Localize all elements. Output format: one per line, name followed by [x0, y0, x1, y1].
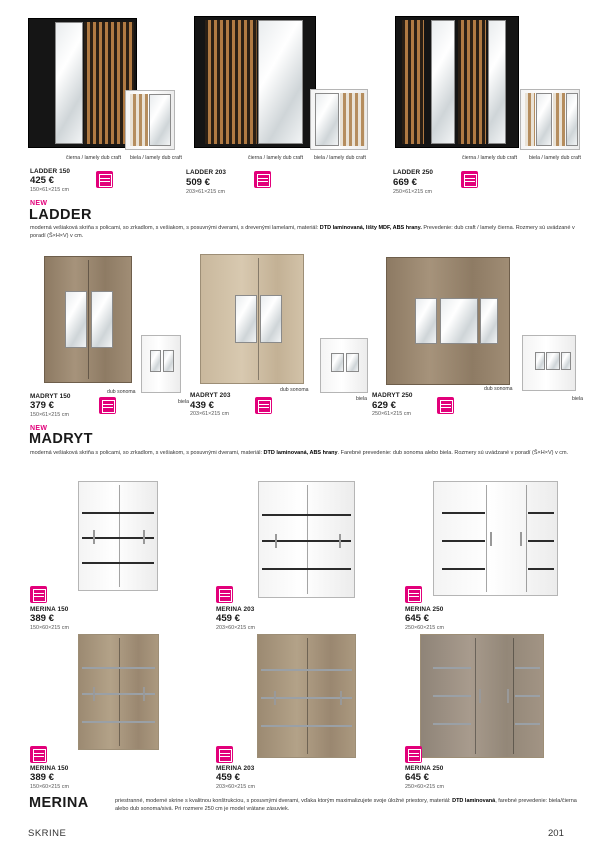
madryt-150-dimension-icon: [99, 397, 116, 414]
madryt-150-color-oak: dub sonoma: [107, 389, 136, 395]
merina-250-oak-dims: 250×60×215 cm: [405, 784, 444, 790]
ladder-203-black-image: [194, 16, 316, 148]
merina-150-oak-dims: 150×60×215 cm: [30, 784, 69, 790]
ladder-150-dims: 150×61×215 cm: [30, 187, 69, 193]
ladder-250-white-image: [520, 89, 580, 150]
merina-250-white-dims: 250×60×215 cm: [405, 625, 444, 631]
madryt-150-color-white: biela: [178, 399, 189, 405]
merina-150-oak-price: 389 €: [30, 772, 55, 783]
ladder-250-black-image: [395, 16, 519, 148]
merina-150-white-model: MERINA 150: [30, 606, 69, 613]
merina-250-oak-model: MERINA 250: [405, 765, 444, 772]
ladder-heading: LADDER: [29, 207, 92, 223]
madryt-250-price: 629 €: [372, 400, 397, 411]
merina-150-white-dims: 150×60×215 cm: [30, 625, 69, 631]
ladder-150-model: LADDER 150: [30, 168, 71, 175]
madryt-new-tag: NEW: [30, 425, 48, 432]
footer-section-title: SKRINE: [28, 828, 67, 839]
ladder-150-black-image: [28, 18, 137, 148]
merina-203-oak-price: 459 €: [216, 772, 241, 783]
ladder-250-color-white: biela / lamely dub craft: [529, 155, 581, 161]
merina-150-white-dimension-icon: [30, 586, 47, 603]
ladder-250-model: LADDER 250: [393, 169, 434, 176]
madryt-250-dims: 250×61×215 cm: [372, 411, 411, 417]
ladder-250-dims: 250×61×215 cm: [393, 189, 432, 195]
ladder-150-color-black: čierna / lamely dub craft: [66, 155, 122, 161]
madryt-250-white-image: [522, 335, 576, 391]
madryt-150-white-image: [141, 335, 181, 393]
merina-250-oak-price: 645 €: [405, 772, 430, 783]
merina-250-white-dimension-icon: [405, 586, 422, 603]
ladder-203-model: LADDER 203: [186, 169, 227, 176]
ladder-250-price: 669 €: [393, 177, 418, 188]
madryt-203-color-oak: dub sonoma: [280, 387, 309, 393]
ladder-203-price: 509 €: [186, 177, 211, 188]
madryt-description: moderná vešiaková skriňa s policami, so zrkadlom, s vešiakom, s posuvnými dverami, materiál: DTD laminovaná, ABS hrany. Farebné prevedenie: dub sonoma alebo biela. Rozmery sú uvádzané v poradí (Š×H×V) v cm.: [30, 450, 569, 456]
madryt-150-oak-image: [44, 256, 132, 383]
madryt-250-model: MADRYT 250: [372, 392, 413, 399]
merina-203-oak-image: [257, 634, 356, 758]
madryt-203-color-white: biela: [356, 396, 367, 402]
ladder-150-color-white: biela / lamely dub craft: [130, 155, 182, 161]
merina-heading: MERINA: [29, 795, 89, 811]
merina-description: priestranné, moderné skrine s kvalitnou konštrukciou, s posuvnými dverami, vďaka ktorým maximalizujete svoje úložné priestory, materiál: DTD laminovaná, farebné prevedenie: biela/čierna alebo dub sonoma/sivá. Pri rozmere 250 cm je model vrátane zásuviek.: [115, 798, 577, 812]
madryt-150-dims: 150×61×215 cm: [30, 412, 69, 418]
madryt-250-dimension-icon: [437, 397, 454, 414]
ladder-150-price: 425 €: [30, 175, 55, 186]
madryt-203-dims: 203×61×215 cm: [190, 411, 229, 417]
merina-250-oak-image: [420, 634, 544, 758]
madryt-heading: MADRYT: [29, 431, 93, 447]
ladder-203-color-white: biela / lamely dub craft: [314, 155, 366, 161]
merina-250-white-model: MERINA 250: [405, 606, 444, 613]
merina-150-oak-dimension-icon: [30, 746, 47, 763]
ladder-250-color-black: čierna / lamely dub craft: [462, 155, 518, 161]
madryt-203-dimension-icon: [255, 397, 272, 414]
merina-203-oak-model: MERINA 203: [216, 765, 255, 772]
merina-150-white-image: [78, 481, 158, 591]
madryt-203-white-image: [320, 338, 368, 393]
merina-203-white-dimension-icon: [216, 586, 233, 603]
madryt-203-oak-image: [200, 254, 304, 384]
madryt-203-price: 439 €: [190, 400, 215, 411]
ladder-203-white-image: [310, 89, 368, 150]
madryt-250-color-white: biela: [572, 396, 583, 402]
madryt-150-model: MADRYT 150: [30, 393, 71, 400]
merina-203-white-dims: 203×60×215 cm: [216, 625, 255, 631]
madryt-150-price: 379 €: [30, 400, 55, 411]
merina-203-oak-dimension-icon: [216, 746, 233, 763]
ladder-new-tag: NEW: [30, 200, 48, 207]
merina-203-white-model: MERINA 203: [216, 606, 255, 613]
ladder-203-color-black: čierna / lamely dub craft: [248, 155, 304, 161]
merina-203-oak-dims: 203×60×215 cm: [216, 784, 255, 790]
merina-150-oak-model: MERINA 150: [30, 765, 69, 772]
footer-page-number: 201: [548, 828, 564, 839]
merina-150-oak-image: [78, 634, 159, 750]
ladder-203-dimension-icon: [254, 171, 271, 188]
merina-150-white-price: 389 €: [30, 613, 55, 624]
madryt-203-model: MADRYT 203: [190, 392, 231, 399]
ladder-150-white-image: [125, 90, 175, 150]
ladder-203-dims: 203×61×215 cm: [186, 189, 225, 195]
madryt-250-color-oak: dub sonoma: [484, 386, 513, 392]
ladder-250-dimension-icon: [461, 171, 478, 188]
ladder-150-dimension-icon: [96, 171, 113, 188]
merina-203-white-image: [258, 481, 355, 598]
ladder-description: moderná vešiaková skriňa s policami, so zrkadlom, s vešiakom, s posuvnými dverami, s drevenými lamelami, materiál: DTD laminovaná, lišty MDF, ABS hrany. Prevedenie: dub craft / lamely čierna. Rozmery sú uvádzané v poradí (Š×H×V) v cm.: [30, 225, 575, 239]
merina-250-white-image: [433, 481, 558, 596]
merina-250-white-price: 645 €: [405, 613, 430, 624]
merina-250-oak-dimension-icon: [405, 746, 422, 763]
madryt-250-oak-image: [386, 257, 510, 385]
merina-203-white-price: 459 €: [216, 613, 241, 624]
